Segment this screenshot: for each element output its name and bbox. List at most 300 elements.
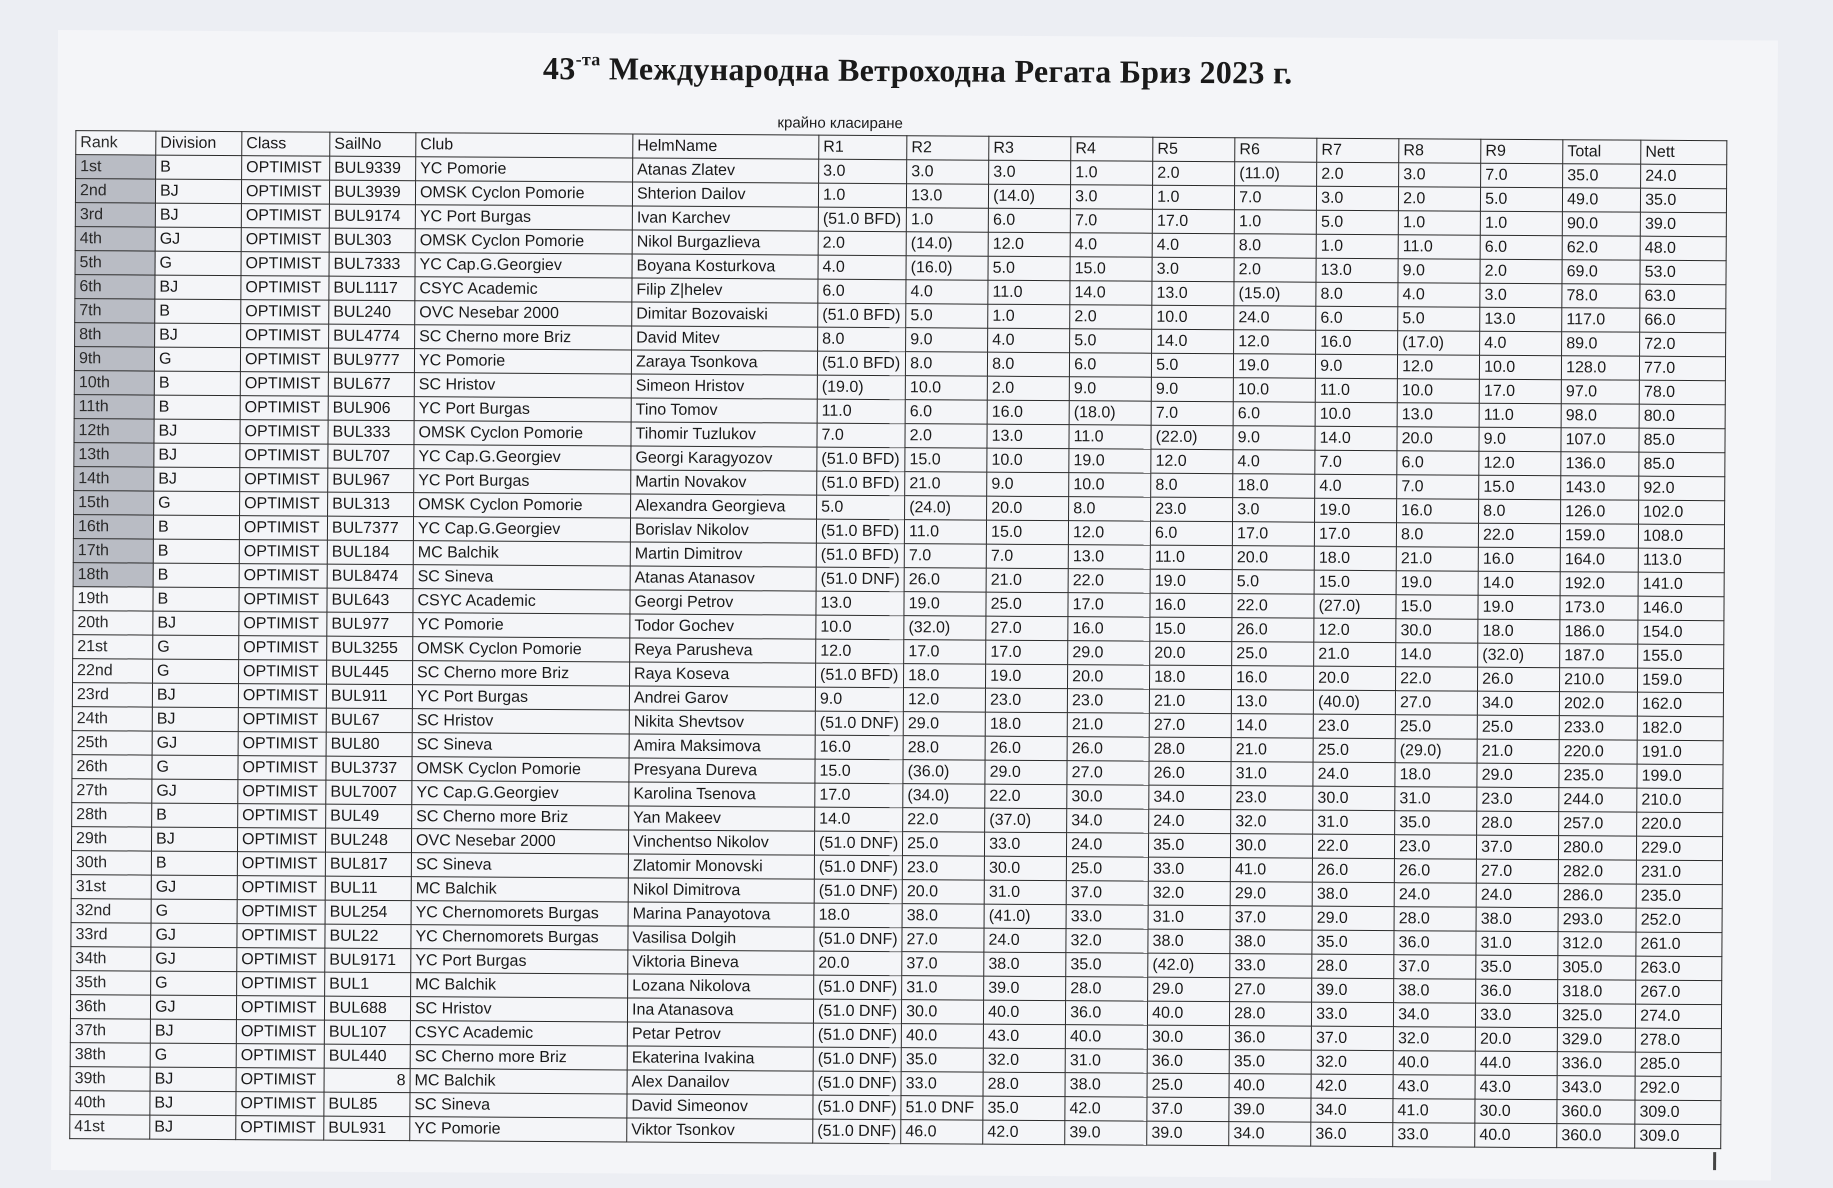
cell-r8: 10.0	[1397, 379, 1479, 404]
cell-r6: 12.0	[1234, 330, 1316, 355]
cell-helmname: Presyana Dureva	[629, 758, 815, 783]
cell-r8: 26.0	[1394, 859, 1476, 884]
cell-total: 257.0	[1559, 812, 1637, 836]
cell-sailno: BUL9171	[325, 948, 411, 973]
cell-r8: 7.0	[1397, 475, 1479, 500]
cell-r1: 2.0	[818, 231, 906, 256]
cell-r5: 1.0	[1153, 185, 1235, 210]
cell-r6: 28.0	[1230, 1002, 1312, 1027]
column-header-division: Division	[156, 131, 242, 156]
cell-r3: 18.0	[985, 712, 1067, 737]
cell-rank: 41st	[70, 1115, 150, 1139]
cell-r4: 35.0	[1066, 953, 1148, 978]
column-header-r3: R3	[989, 136, 1071, 161]
cell-rank: 35th	[71, 971, 151, 995]
cell-nett: 146.0	[1638, 596, 1724, 621]
cell-r2: 23.0	[902, 856, 984, 881]
cell-r4: 21.0	[1067, 713, 1149, 738]
cell-division: BJ	[150, 1091, 236, 1116]
cell-helmname: Nikol Burgazlieva	[632, 230, 818, 255]
cell-total: 325.0	[1558, 1004, 1636, 1028]
cell-r6: 18.0	[1233, 474, 1315, 499]
cell-r9: 5.0	[1481, 187, 1563, 212]
cell-r1: (51.0 DNF)	[815, 711, 903, 736]
cell-r1: 14.0	[815, 807, 903, 832]
cell-division: BJ	[155, 275, 241, 300]
cell-r7: 12.0	[1314, 618, 1396, 643]
cell-rank: 20th	[73, 611, 153, 635]
cell-r6: 10.0	[1233, 378, 1315, 403]
cell-rank: 9th	[74, 347, 154, 371]
cell-class: OPTIMIST	[238, 684, 326, 709]
cell-sailno: BUL817	[325, 852, 411, 877]
cell-r7: 26.0	[1312, 858, 1394, 883]
cell-total: 143.0	[1561, 476, 1639, 500]
cell-rank: 24th	[72, 707, 152, 731]
cell-r3: 1.0	[988, 304, 1070, 329]
cell-r6: 16.0	[1232, 666, 1314, 691]
cell-nett: 267.0	[1636, 980, 1722, 1005]
cell-club: SC Cherno more Briz	[413, 661, 630, 686]
cell-r9: 34.0	[1477, 691, 1559, 716]
cell-club: SC Hristov	[410, 997, 627, 1022]
cell-r1: (51.0 DNF)	[814, 879, 902, 904]
cell-r8: 35.0	[1395, 811, 1477, 836]
cell-division: G	[153, 635, 239, 660]
cell-total: 98.0	[1561, 404, 1639, 428]
cell-r1: (51.0 BFD)	[816, 519, 904, 544]
cell-sailno: BUL1117	[329, 276, 415, 301]
cell-r3: 15.0	[987, 520, 1069, 545]
table-body	[70, 155, 1727, 1149]
cell-r1: 5.0	[817, 495, 905, 520]
cell-r1: 12.0	[816, 639, 904, 664]
cell-total: 312.0	[1558, 932, 1636, 956]
cell-r3: 4.0	[988, 328, 1070, 353]
cell-helmname: Boyana Kosturkova	[632, 254, 818, 279]
cell-r2: 25.0	[903, 832, 985, 857]
cell-class: OPTIMIST	[241, 324, 329, 349]
cell-r2: 27.0	[902, 928, 984, 953]
cell-r9: 13.0	[1480, 307, 1562, 332]
cell-r4: 7.0	[1070, 209, 1152, 234]
cell-r3: 38.0	[984, 952, 1066, 977]
cell-r1: (51.0 DNF)	[813, 999, 901, 1024]
cell-sailno: BUL977	[327, 612, 413, 637]
cell-r6: 20.0	[1232, 546, 1314, 571]
cell-r4: 2.0	[1070, 305, 1152, 330]
cell-r5: 38.0	[1148, 929, 1230, 954]
cell-nett: 108.0	[1638, 524, 1724, 549]
cell-division: BJ	[150, 1115, 236, 1140]
cell-division: B	[154, 395, 240, 420]
cell-division: BJ	[151, 827, 237, 852]
cell-helmname: Atanas Zlatev	[633, 158, 819, 183]
cell-rank: 30th	[71, 851, 151, 875]
cell-division: BJ	[155, 323, 241, 348]
cell-division: B	[156, 155, 242, 180]
cell-nett: 155.0	[1638, 644, 1724, 669]
cell-club: CSYC Academic	[410, 1021, 627, 1046]
cell-r3: (14.0)	[989, 184, 1071, 209]
cell-r1: (51.0 DNF)	[813, 1071, 901, 1096]
cell-r7: 34.0	[1311, 1098, 1393, 1123]
cell-helmname: Martin Novakov	[631, 470, 817, 495]
cell-r5: 14.0	[1152, 329, 1234, 354]
cell-r9: 2.0	[1480, 259, 1562, 284]
cell-r1: (51.0 DNF)	[814, 975, 902, 1000]
cell-total: 318.0	[1558, 980, 1636, 1004]
results-table	[69, 130, 1727, 1149]
cell-nett: 278.0	[1635, 1028, 1721, 1053]
cell-class: OPTIMIST	[238, 732, 326, 757]
cell-division: G	[155, 251, 241, 276]
cell-rank: 36th	[70, 995, 150, 1019]
cell-r9: (32.0)	[1478, 643, 1560, 668]
cell-helmname: Yan Makeev	[629, 806, 815, 831]
cell-total: 107.0	[1561, 428, 1639, 452]
cell-club: YC Port Burgas	[415, 205, 632, 230]
cell-helmname: Viktoria Bineva	[628, 950, 814, 975]
cell-rank: 17th	[73, 539, 153, 563]
cell-division: B	[153, 539, 239, 564]
cell-r1: (51.0 DNF)	[814, 831, 902, 856]
cell-sailno: BUL440	[324, 1044, 410, 1069]
cell-club: YC Port Burgas	[414, 397, 631, 422]
cell-total: 235.0	[1559, 764, 1637, 788]
cell-r3: 22.0	[985, 784, 1067, 809]
cell-rank: 40th	[70, 1091, 150, 1115]
cell-total: 360.0	[1557, 1100, 1635, 1124]
cell-r3: 17.0	[986, 640, 1068, 665]
cell-r8: 5.0	[1398, 307, 1480, 332]
cell-r3: 3.0	[989, 160, 1071, 185]
cell-r6: 37.0	[1230, 906, 1312, 931]
cell-class: OPTIMIST	[241, 252, 329, 277]
cell-r9: 4.0	[1480, 331, 1562, 356]
cell-r1: (51.0 BFD)	[815, 663, 903, 688]
cell-r2: (16.0)	[906, 256, 988, 281]
cell-r3: 7.0	[986, 544, 1068, 569]
cell-class: OPTIMIST	[239, 612, 327, 637]
cell-r8: 40.0	[1393, 1051, 1475, 1076]
cell-r9: 19.0	[1478, 595, 1560, 620]
cell-sailno: BUL967	[328, 468, 414, 493]
cell-division: B	[153, 563, 239, 588]
cell-r5: 33.0	[1148, 857, 1230, 882]
cell-r9: 38.0	[1476, 907, 1558, 932]
cell-r3: 16.0	[987, 400, 1069, 425]
cell-class: OPTIMIST	[238, 780, 326, 805]
cell-total: 89.0	[1562, 332, 1640, 356]
cell-r5: 29.0	[1148, 977, 1230, 1002]
cell-sailno: BUL931	[324, 1116, 410, 1141]
cell-club: SC Hristov	[412, 709, 629, 734]
cell-r8: 37.0	[1394, 955, 1476, 980]
cell-total: 126.0	[1561, 500, 1639, 524]
cell-r8: 31.0	[1395, 787, 1477, 812]
cell-r2: (34.0)	[903, 784, 985, 809]
cell-r7: 38.0	[1312, 882, 1394, 907]
column-header-club: Club	[416, 133, 633, 158]
cell-r9: 44.0	[1475, 1051, 1557, 1076]
cell-club: OMSK Cyclon Pomorie	[414, 421, 631, 446]
cell-nett: 231.0	[1636, 860, 1722, 885]
cell-division: B	[152, 803, 238, 828]
cell-r3: 6.0	[988, 208, 1070, 233]
cell-r4: 23.0	[1067, 689, 1149, 714]
cell-r8: 11.0	[1398, 235, 1480, 260]
cell-nett: 24.0	[1641, 164, 1727, 189]
cell-club: OVC Nesebar 2000	[411, 829, 628, 854]
cell-class: OPTIMIST	[241, 180, 329, 205]
cell-r7: 8.0	[1316, 282, 1398, 307]
cell-sailno: 8	[324, 1068, 410, 1093]
cell-rank: 7th	[75, 299, 155, 323]
cell-r9: 12.0	[1479, 451, 1561, 476]
cell-class: OPTIMIST	[237, 924, 325, 949]
cell-club: YC Port Burgas	[414, 469, 631, 494]
cell-r7: 24.0	[1313, 762, 1395, 787]
cell-r7: (27.0)	[1314, 594, 1396, 619]
cell-r7: 9.0	[1316, 354, 1398, 379]
cell-helmname: Marina Panayotova	[628, 902, 814, 927]
cell-r1: (51.0 DNF)	[813, 1047, 901, 1072]
cell-r6: 36.0	[1229, 1026, 1311, 1051]
cell-club: YC Pomorie	[414, 349, 631, 374]
cell-r2: 2.0	[905, 424, 987, 449]
cell-club: SC Sineva	[411, 853, 628, 878]
cell-sailno: BUL9777	[328, 348, 414, 373]
cell-r8: 21.0	[1396, 547, 1478, 572]
cell-r5: 3.0	[1152, 257, 1234, 282]
cell-club: MC Balchik	[413, 541, 630, 566]
cell-r9: 18.0	[1478, 619, 1560, 644]
cell-r7: 11.0	[1315, 378, 1397, 403]
cell-r4: 9.0	[1069, 377, 1151, 402]
cell-nett: 77.0	[1640, 356, 1726, 381]
cell-r9: 14.0	[1478, 571, 1560, 596]
cell-total: 97.0	[1561, 380, 1639, 404]
cell-r7: 14.0	[1315, 426, 1397, 451]
cell-nett: 292.0	[1635, 1076, 1721, 1101]
cell-division: G	[154, 491, 240, 516]
cell-club: YC Pomorie	[413, 613, 630, 638]
cell-r2: (24.0)	[905, 496, 987, 521]
cell-r3: 35.0	[983, 1096, 1065, 1121]
cell-class: OPTIMIST	[239, 636, 327, 661]
cell-r4: 11.0	[1069, 425, 1151, 450]
cell-class: OPTIMIST	[240, 492, 328, 517]
cell-r2: 7.0	[904, 544, 986, 569]
column-header-class: Class	[242, 132, 330, 157]
cell-r9: 33.0	[1476, 1003, 1558, 1028]
cell-r5: 13.0	[1152, 281, 1234, 306]
cell-nett: 285.0	[1635, 1052, 1721, 1077]
cell-r6: 34.0	[1229, 1122, 1311, 1147]
cell-r7: 36.0	[1311, 1122, 1393, 1147]
cell-rank: 11th	[74, 395, 154, 419]
cell-r2: 6.0	[905, 400, 987, 425]
cell-r6: 22.0	[1232, 594, 1314, 619]
cell-r2: (14.0)	[906, 232, 988, 257]
cell-helmname: Georgi Karagyozov	[631, 446, 817, 471]
cell-rank: 12th	[74, 419, 154, 443]
cell-r5: 17.0	[1152, 209, 1234, 234]
cell-helmname: Viktor Tsonkov	[627, 1118, 813, 1143]
cell-r7: 30.0	[1313, 786, 1395, 811]
cell-nett: 210.0	[1637, 788, 1723, 813]
cell-rank: 25th	[72, 731, 152, 755]
cell-helmname: Todor Gochev	[630, 614, 816, 639]
cell-r4: 15.0	[1070, 257, 1152, 282]
cell-r2: 4.0	[906, 280, 988, 305]
cell-r1: (51.0 DNF)	[816, 567, 904, 592]
cell-rank: 5th	[75, 251, 155, 275]
cell-r4: 14.0	[1070, 281, 1152, 306]
cell-class: OPTIMIST	[237, 972, 325, 997]
cell-r1: (51.0 DNF)	[814, 927, 902, 952]
cell-r4: 26.0	[1067, 737, 1149, 762]
cell-r5: (42.0)	[1148, 953, 1230, 978]
cell-division: BJ	[155, 179, 241, 204]
cell-sailno: BUL1	[325, 972, 411, 997]
cell-division: G	[154, 347, 240, 372]
cell-r5: 26.0	[1149, 761, 1231, 786]
cell-club: OMSK Cyclon Pomorie	[412, 757, 629, 782]
cell-r6: 41.0	[1230, 858, 1312, 883]
cell-r9: 3.0	[1480, 283, 1562, 308]
cell-total: 336.0	[1557, 1052, 1635, 1076]
cell-r7: 13.0	[1316, 258, 1398, 283]
cell-r5: 39.0	[1147, 1121, 1229, 1146]
cell-rank: 23rd	[72, 683, 152, 707]
cell-club: YC Cap.G.Georgiev	[413, 517, 630, 542]
cell-division: GJ	[151, 923, 237, 948]
cell-r4: 30.0	[1067, 785, 1149, 810]
cell-total: 329.0	[1557, 1028, 1635, 1052]
cell-r6: 4.0	[1233, 450, 1315, 475]
cell-r4: 36.0	[1066, 1001, 1148, 1026]
cell-nett: 53.0	[1640, 260, 1726, 285]
cell-r1: 6.0	[818, 279, 906, 304]
cell-sailno: BUL240	[329, 300, 415, 325]
cell-r3: 13.0	[987, 424, 1069, 449]
cell-r8: 18.0	[1395, 763, 1477, 788]
cell-r9: 23.0	[1477, 787, 1559, 812]
cell-r8: 6.0	[1397, 451, 1479, 476]
cell-r3: 42.0	[983, 1120, 1065, 1145]
cell-division: BJ	[152, 707, 238, 732]
cell-helmname: Martin Dimitrov	[630, 542, 816, 567]
cell-r2: 33.0	[901, 1072, 983, 1097]
cell-r4: (18.0)	[1069, 401, 1151, 426]
cell-club: YC Cap.G.Georgiev	[415, 253, 632, 278]
cell-r4: 31.0	[1065, 1049, 1147, 1074]
cell-r5: 18.0	[1150, 665, 1232, 690]
cell-r1: (51.0 BFD)	[817, 447, 905, 472]
cell-class: OPTIMIST	[240, 420, 328, 445]
cell-r3: 27.0	[986, 616, 1068, 641]
cell-club: CSYC Academic	[415, 277, 632, 302]
cell-r6: 13.0	[1231, 690, 1313, 715]
cell-r5: 11.0	[1150, 545, 1232, 570]
cell-r2: (32.0)	[904, 616, 986, 641]
cell-r8: 25.0	[1395, 715, 1477, 740]
cell-r2: 11.0	[905, 520, 987, 545]
cell-nett: 78.0	[1639, 380, 1725, 405]
cell-division: GJ	[152, 731, 238, 756]
cell-r9: 7.0	[1481, 163, 1563, 188]
cell-r2: 20.0	[902, 880, 984, 905]
cell-r3: 23.0	[985, 688, 1067, 713]
cell-helmname: Zlatomir Monovski	[628, 854, 814, 879]
cell-sailno: BUL906	[328, 396, 414, 421]
cell-r4: 32.0	[1066, 929, 1148, 954]
cell-r3: 20.0	[987, 496, 1069, 521]
cell-total: 202.0	[1559, 692, 1637, 716]
cell-division: GJ	[150, 995, 236, 1020]
cell-class: OPTIMIST	[240, 372, 328, 397]
cell-nett: 229.0	[1637, 836, 1723, 861]
cell-club: OMSK Cyclon Pomorie	[413, 637, 630, 662]
cell-r4: 5.0	[1070, 329, 1152, 354]
column-header-helmname: HelmName	[633, 134, 819, 159]
cell-total: 159.0	[1560, 524, 1638, 548]
cell-rank: 28th	[72, 803, 152, 827]
cell-r9: 11.0	[1479, 403, 1561, 428]
cell-club: OMSK Cyclon Pomorie	[415, 181, 632, 206]
cell-r8: 8.0	[1396, 523, 1478, 548]
cell-r5: 25.0	[1147, 1073, 1229, 1098]
cell-division: G	[152, 755, 238, 780]
cell-total: 117.0	[1562, 308, 1640, 332]
column-header-rank: Rank	[76, 131, 156, 155]
cell-r6: 27.0	[1230, 978, 1312, 1003]
cell-class: OPTIMIST	[239, 516, 327, 541]
cell-r8: 22.0	[1396, 667, 1478, 692]
cell-r3: 26.0	[985, 736, 1067, 761]
cell-r7: 33.0	[1312, 1002, 1394, 1027]
cell-division: BJ	[155, 203, 241, 228]
cell-r6: 31.0	[1231, 762, 1313, 787]
cell-nett: 63.0	[1640, 284, 1726, 309]
cell-division: BJ	[154, 419, 240, 444]
cell-class: OPTIMIST	[236, 1044, 324, 1069]
cell-r4: 22.0	[1068, 569, 1150, 594]
cell-sailno: BUL643	[327, 588, 413, 613]
cell-r3: 12.0	[988, 232, 1070, 257]
cell-sailno: BUL3737	[326, 756, 412, 781]
cell-r1: 17.0	[815, 783, 903, 808]
cell-club: OMSK Cyclon Pomorie	[415, 229, 632, 254]
cell-r5: 32.0	[1148, 881, 1230, 906]
cell-helmname: Andrei Garov	[629, 686, 815, 711]
cell-r4: 29.0	[1068, 641, 1150, 666]
cell-r1: 8.0	[818, 327, 906, 352]
cell-sailno: BUL677	[328, 372, 414, 397]
cell-rank: 21st	[73, 635, 153, 659]
cell-r1: (51.0 DNF)	[813, 1095, 901, 1120]
cell-r2: 19.0	[904, 592, 986, 617]
cell-r9: 22.0	[1478, 523, 1560, 548]
cell-r4: 20.0	[1068, 665, 1150, 690]
cell-division: BJ	[150, 1019, 236, 1044]
cell-r3: 9.0	[987, 472, 1069, 497]
cell-class: OPTIMIST	[237, 900, 325, 925]
cell-r1: 1.0	[818, 183, 906, 208]
cell-nett: 85.0	[1639, 428, 1725, 453]
